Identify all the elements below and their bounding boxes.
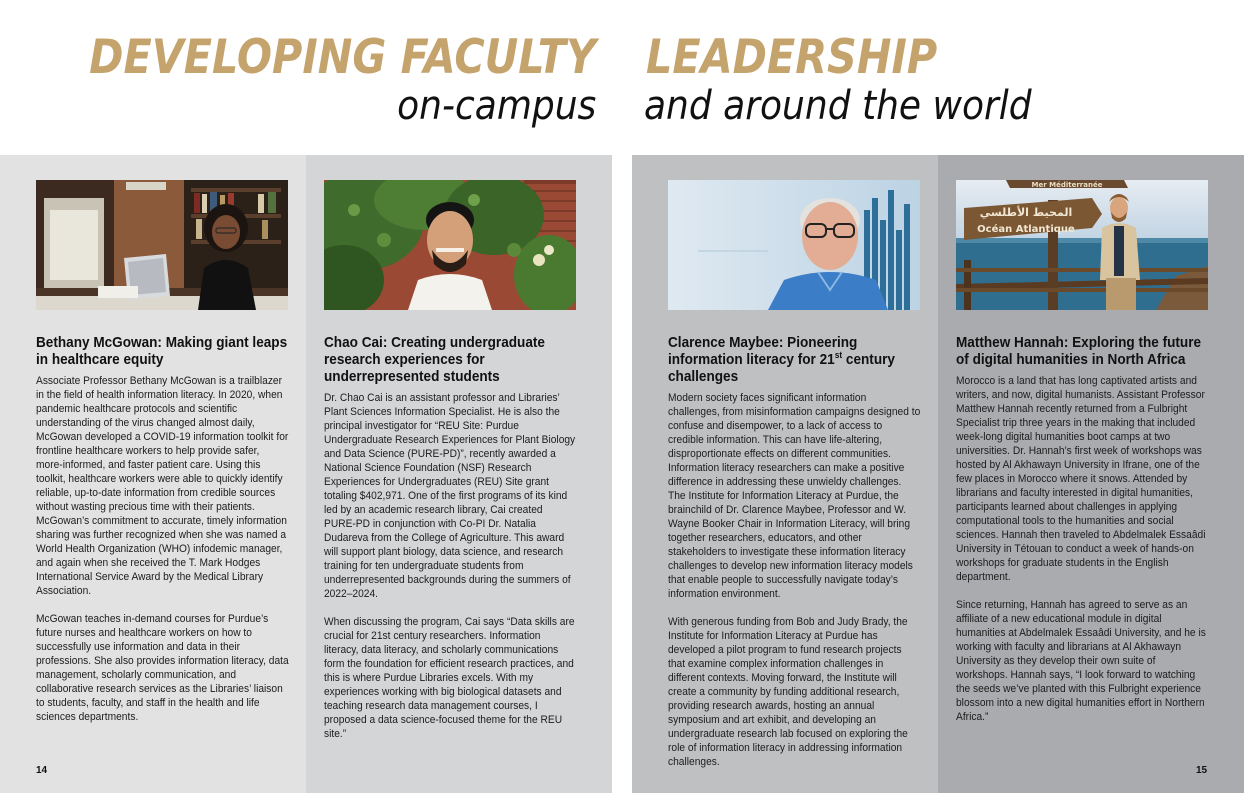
headline-text-end: century challenges	[668, 352, 895, 385]
profile-headline: Chao Cai: Creating undergraduate research experiences for underrepresented students	[324, 335, 545, 385]
profile-paragraph: Since returning, Hannah has agreed to serve as an affiliate of a new educational module in digital humanities at Abdelmalek Essaâdi University, and he is working with faculty and librarians at Al Akhawayn University as they develop their own suite of workshops. Hannah says, “I look forward to watching the seeds we’ve planted with this Fulbright experience blossom into a new digital humanities effort in Northern Africa.”	[956, 599, 1206, 723]
spread-header-right	[632, 0, 1244, 155]
page-subtitle-left: on-campus	[396, 83, 596, 129]
profile-body	[668, 391, 921, 769]
headline-superscript: st	[834, 350, 843, 361]
spread-header-left	[0, 0, 612, 155]
profile-body	[956, 374, 1209, 724]
photo-mcgowan	[36, 180, 288, 310]
sign-arabic-text: المحيط الأطلسي	[979, 206, 1073, 219]
profile-body	[36, 374, 289, 724]
profile-paragraph: Morocco is a land that has long captivated artists and writers, and now, digital humanists. Assistant Professor Matthew Hannah recently returned from a Fulbright Specialist trip three years in the making that included week-long digital humanities boot camps at two universities. Dr. Hannah’s first week of workshops was hosted by Al Akhawayn University in Ifrane, one of the few places in Morocco where it snows. Attended by librarians and faculty interested in digital humanities, participants learned about challenges in applying computational tools to the humanities and social sciences. Hannah then traveled to Abdelmalek Essaâdi University in Tétouan to conduct a week of hands-on workshops for graduate students in the English department.	[956, 375, 1206, 583]
profile-headline: Matthew Hannah: Exploring the future of digital humanities in North Africa	[956, 335, 1202, 368]
profile-column-mcgowan	[0, 155, 306, 793]
page-number-left: 14	[36, 765, 48, 776]
profile-column-cai	[306, 155, 612, 793]
profile-paragraph: Associate Professor Bethany McGowan is a trailblazer in the field of health information literacy. In 2020, when pandemic healthcare protocols and scientific understanding of the virus changed almost daily, McGowan developed a COVID-19 information toolkit for frontline healthcare workers to help provide safer, more-informed, and faster patient care. Using this toolkit, healthcare workers were able to quickly identify reliable, up-to-date information from credible sources without wasting precious time with their patients. McGowan’s commitment to accurate, timely information sharing was further recognized when she was named a World Health Organization (WHO) infodemic manager, and again when she received the T. Mark Hodges International Service Award by the Medical Library Association.	[36, 375, 289, 597]
sign-top-text: Mer Méditerranée	[1031, 181, 1103, 189]
profile-paragraph: When discussing the program, Cai says “Data skills are crucial for 21st century researchers. Information literacy, data literacy, and scholarly communications form the foundation for efficient research practices, and this is where Purdue Libraries excels. With my experiences working with big biological datasets and teaching research data management courses, I proposed a data science-focused theme for the REU site.”	[324, 616, 575, 740]
headline-text: Clarence Maybee: Pioneering information literacy for 21	[668, 335, 858, 368]
profile-paragraph: McGowan teaches in-demand courses for Purdue’s future nurses and healthcare workers on how to successfully use information and data in their professions. She also provides information literacy, data management, scholarly communication, and collaborative research services as the Libraries’ liaison to students, faculty, and staff in the health and life sciences departments.	[36, 613, 289, 723]
photo-cai	[324, 180, 576, 310]
profile-headline: Bethany McGowan: Making giant leaps in healthcare equity	[36, 335, 288, 368]
photo-hannah	[956, 180, 1208, 310]
page-subtitle-right: and around the world	[644, 83, 1032, 129]
page-title-gold-left: DEVELOPING FACULTY	[89, 30, 596, 85]
profile-body	[324, 391, 577, 741]
photo-maybee	[668, 180, 920, 310]
page-number-right: 15	[1196, 765, 1208, 776]
profile-column-hannah	[938, 155, 1244, 793]
profile-paragraph: Dr. Chao Cai is an assistant professor and Libraries’ Plant Sciences Information Specialist. He is also the principal investigator for “REU Site: Purdue Undergraduate Research Experiences for Plant Biology and Data Science (PURE-PD)”, recently awarded a National Science Foundation (NSF) Research Experiences for Undergraduates (REU) Site grant totaling $402,971. One of the first programs of its kind led by an academic research library, Cai created PURE-PD in conjunction with Co-PI Dr. Natalia Dudareva from the College of Agriculture. This award will support plant biology, data science, and research training for ten undergraduate students from underrepresented backgrounds during the summers of 2022–2024.	[324, 392, 576, 600]
profile-paragraph: Modern society faces significant information challenges, from misinformation campaigns designed to confuse and disempower, to a lack of access to credible information. This can have life-altering, disproportionate effects on different communities. Information literacy researchers can make a positive difference in addressing these unwieldy challenges. The Institute for Information Literacy at Purdue, the brainchild of Dr. Clarence Maybee, Professor and W. Wayne Booker Chair in Information Literacy, will bring together researchers, educators, and other stakeholders to investigate these information literacy challenges to develop new information literacy models that enable people to successfully navigate today’s information environment.	[668, 392, 921, 600]
spread-gutter	[612, 0, 632, 793]
profile-column-maybee	[632, 155, 938, 793]
profile-headline	[668, 335, 925, 386]
sign-bottom-text: Océan Atlantique	[977, 224, 1075, 235]
page-title-gold-right: LEADERSHIP	[646, 30, 938, 85]
profile-paragraph: With generous funding from Bob and Judy Brady, the Institute for Information Literacy at Purdue has developed a pilot program to fund research projects that examine complex information challenges in different contexts. Moving forward, the Institute will create a community by funding additional research, providing research awards, hosting an annual symposium and art exhibit, and developing an undergraduate research lab focused on exploring the role of information literacy in addressing information challenges.	[668, 616, 908, 768]
